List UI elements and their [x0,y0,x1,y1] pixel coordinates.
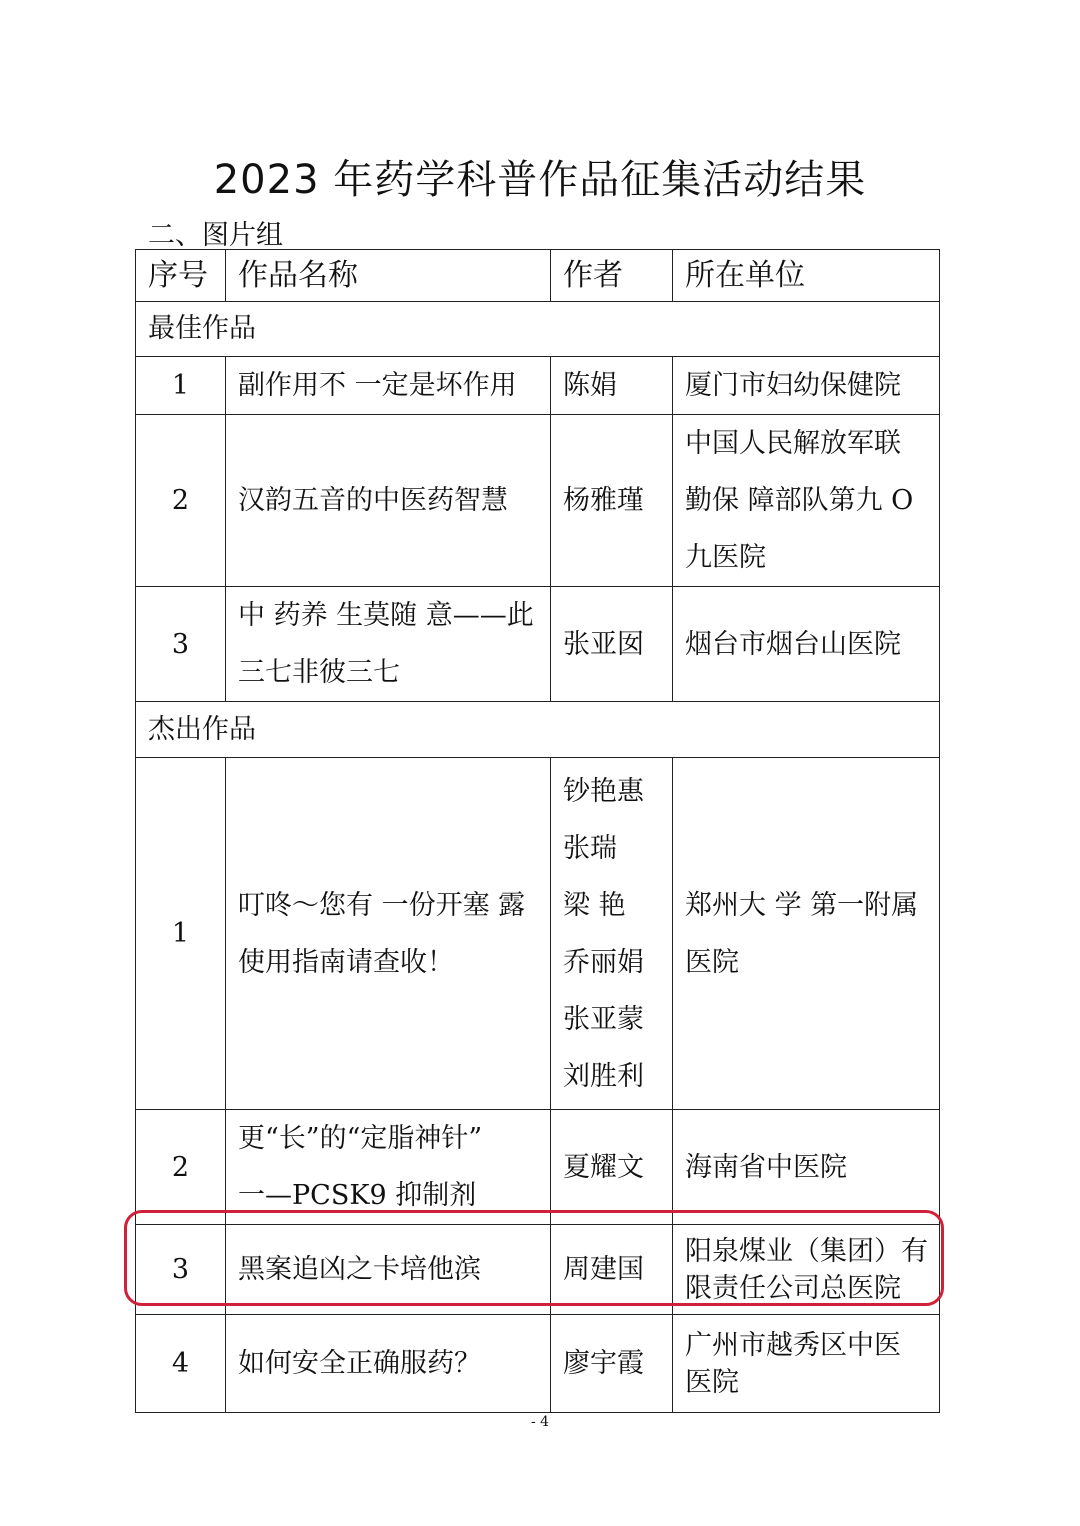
row-num: 3 [136,1225,226,1315]
header-unit: 所在单位 [673,250,940,302]
category-row-outstanding [136,702,940,758]
name-line: 三七非彼三七 [238,657,400,688]
unit-line: 阳泉煤业（集团）有 [685,1235,928,1267]
unit: 海南省中医院 [673,1110,940,1225]
author: 夏耀文 [551,1110,673,1225]
unit [673,1315,940,1413]
unit-line: 广州市越秀区中医 [685,1329,901,1361]
table-row [136,1110,940,1225]
author-line: 刘胜利 [563,1060,644,1092]
header-author: 作者 [551,250,673,302]
work-name: 副作用不 一定是坏作用 [226,357,551,415]
author-line: 梁 艳 [563,889,626,921]
work-name: 黑案追凶之卡培他滨 [226,1225,551,1315]
table-row [136,587,940,702]
table-row [136,1315,940,1413]
author-line: 张亚蒙 [563,1003,644,1035]
author: 廖宇霞 [551,1315,673,1413]
author: 张亚囡 [551,587,673,702]
author-line: 钞艳惠 [563,775,644,807]
row-num: 3 [136,587,226,702]
name-line: 使用指南请查收！ [238,946,454,978]
row-num: 1 [136,357,226,415]
author: 陈娟 [551,357,673,415]
row-num: 2 [136,415,226,587]
unit [673,758,940,1110]
highlight-box [124,1210,944,1306]
page-title: 2023 年药学科普作品征集活动结果 [213,157,867,203]
table-row [136,758,940,1110]
work-name: 如何安全正确服药？ [226,1315,551,1413]
header-name: 作品名称 [226,250,551,302]
unit-line: 九医院 [685,542,766,573]
table-header-row [136,250,940,302]
unit [673,415,940,587]
name-line: 一—PCSK9 抑制剂 [238,1180,477,1211]
work-name [226,1110,551,1225]
author-line: 乔丽娟 [563,946,644,978]
unit: 厦门市妇幼保健院 [673,357,940,415]
unit: 烟台市烟台山医院 [673,587,940,702]
name-line: 叮咚～您有 一份开塞 露 [238,889,526,921]
category-label: 最佳作品 [136,302,940,357]
row-num: 2 [136,1110,226,1225]
name-line: 中 药养 生莫随 意——此 [238,600,534,631]
name-line: 更“长”的“定脂神针” [238,1123,483,1154]
author: 周建国 [551,1225,673,1315]
author: 杨雅瑾 [551,415,673,587]
unit-line: 中国人民解放军联 [685,428,901,459]
unit-line: 医院 [685,1366,739,1398]
header-num: 序号 [136,250,226,302]
author-line: 张瑞 [563,832,617,864]
table-row [136,357,940,415]
work-name [226,758,551,1110]
table-row [136,415,940,587]
unit-line: 郑州大 学 第一附属 [685,889,919,921]
unit-line: 勤保 障部队第九 O [685,485,914,516]
page-number: - 4 [530,1414,550,1430]
work-name: 汉韵五音的中医药智慧 [226,415,551,587]
author [551,758,673,1110]
unit-line: 医院 [685,946,739,978]
category-label: 杰出作品 [136,702,940,758]
row-num: 4 [136,1315,226,1413]
section-heading: 二、图片组 [148,220,283,251]
work-name [226,587,551,702]
row-num: 1 [136,758,226,1110]
unit-line: 限责任公司总医院 [685,1272,901,1304]
category-row-best [136,302,940,357]
